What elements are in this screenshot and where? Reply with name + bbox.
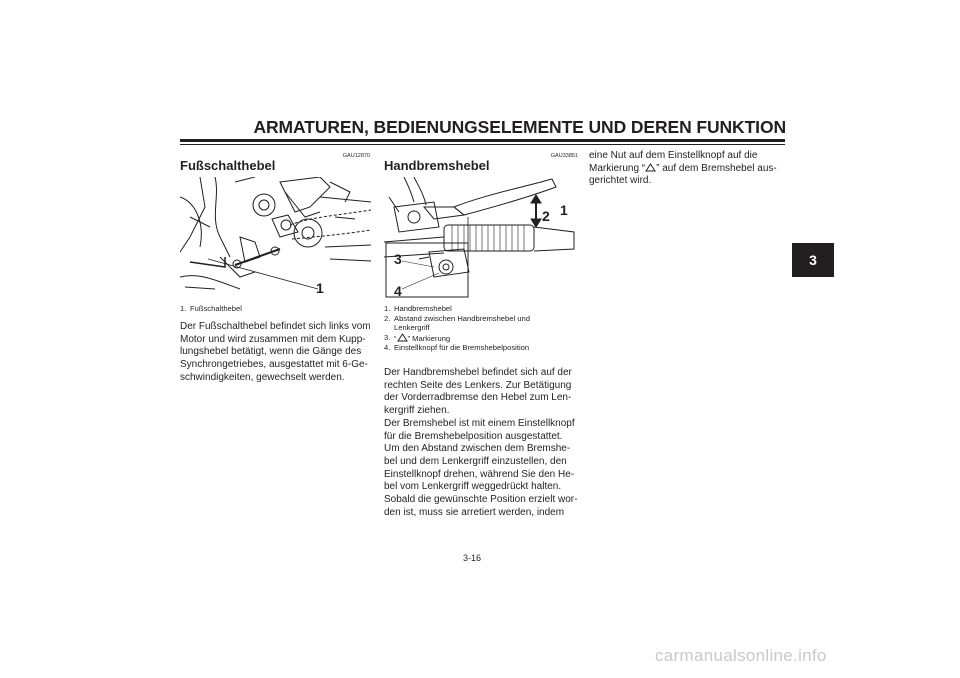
body-line: [589, 163, 789, 176]
body-line: Einstellknopf drehen, während Sie den He-: [384, 468, 575, 480]
body-line: den ist, muss sie arretiert werden, indem: [384, 506, 565, 518]
figure-caption-list: [180, 304, 375, 314]
body-line: schwindigkeiten, gewechselt werden.: [180, 371, 345, 383]
caption-number: 3.: [384, 332, 391, 342]
caption-text: [394, 333, 450, 344]
page-header-title: ARMATUREN, BEDIENUNGSELEMENTE UND DEREN FUNKTION: [253, 117, 786, 137]
body-line: für die Bremshebelposition ausgestattet.: [384, 430, 563, 442]
body-line: Motor und wird zusammen mit dem Kupp-: [180, 333, 366, 345]
shift-pedal-body: [180, 321, 375, 385]
body-line: Der Handbremshebel befindet sich auf der: [384, 367, 572, 378]
caption-item: [384, 314, 584, 324]
body-line: lungshebel betätigt, wenn die Gänge des: [180, 346, 362, 358]
caption-text-before: “: [394, 333, 397, 343]
caption-text: Einstellknopf für die Bremshebelposition: [394, 343, 530, 353]
body-line: Um den Abstand zwischen dem Bremshe-: [384, 443, 571, 455]
brake-lever-illustration: [384, 177, 578, 299]
caption-text-after: ” Markierung: [407, 333, 451, 343]
caption-number: 2.: [384, 313, 391, 323]
header-rule-thin: [180, 144, 785, 145]
body-line: Der Bremshebel ist mit einem Einstellknopf: [384, 417, 575, 429]
caption-item: [384, 333, 584, 344]
shift-pedal-figure: [180, 177, 371, 297]
caption-number: 4.: [384, 343, 391, 353]
section-title-brake-lever: Handbremshebel: [384, 158, 490, 173]
body-line: Sobald die gewünschte Position erzielt wor-: [384, 494, 578, 506]
page-number: 3-16: [463, 553, 482, 563]
caption-item: [384, 304, 584, 314]
header-rule: [180, 139, 785, 142]
figure-callout-4: 4: [394, 283, 402, 299]
caption-text: Handbremshebel: [394, 304, 452, 313]
body-text-before: Markierung “: [589, 162, 646, 174]
body-line: rechten Seite des Lenkers. Zur Betätigung: [384, 379, 572, 391]
caption-number: 1.: [180, 304, 187, 313]
brake-lever-body-continued: [589, 150, 789, 188]
body-line: Synchrongetriebes, ausgestattet mit 6-Ge-: [180, 359, 368, 371]
triangle-mark-icon: [397, 333, 408, 342]
body-line: Der Fußschalthebel befindet sich links vom: [180, 321, 371, 332]
body-line: eine Nut auf dem Einstellknopf auf die: [589, 150, 758, 161]
figure-callout-1: 1: [316, 280, 324, 296]
caption-number: [384, 323, 394, 333]
caption-text: Lenkergriff: [394, 323, 430, 333]
section-code: GAU33851: [550, 153, 578, 159]
figure-callout-1: 1: [560, 202, 568, 218]
caption-number: 1.: [384, 304, 391, 313]
caption-item: [384, 343, 584, 353]
watermark: carmanualsonline.info: [655, 646, 827, 665]
caption-item: [180, 304, 375, 314]
caption-text: Abstand zwischen Handbremshebel und: [394, 313, 530, 323]
body-line: bel vom Lenkergriff weggedrückt halten.: [384, 481, 562, 493]
caption-text: Fußschalthebel: [190, 304, 242, 313]
section-title-shift-pedal: Fußschalthebel: [180, 158, 276, 173]
chapter-tab: 3: [792, 243, 834, 277]
figure-callout-3: 3: [394, 251, 402, 267]
brake-lever-figure: [384, 177, 578, 299]
body-line: kergriff ziehen.: [384, 405, 450, 417]
body-line: der Vorderradbremse den Hebel zum Len-: [384, 392, 572, 404]
section-code: GAU12870: [342, 153, 370, 159]
figure-caption-list: [384, 304, 584, 353]
triangle-mark-icon: [645, 163, 656, 172]
caption-item: [384, 323, 584, 333]
figure-callout-2: 2: [542, 208, 550, 224]
body-line: bel und dem Lenkergriff einzustellen, den: [384, 455, 567, 467]
brake-lever-body: [384, 367, 584, 519]
shift-pedal-illustration: [180, 177, 371, 297]
body-text-after: ” auf dem Bremshebel aus-: [656, 162, 777, 174]
body-line: gerichtet wird.: [589, 175, 652, 187]
